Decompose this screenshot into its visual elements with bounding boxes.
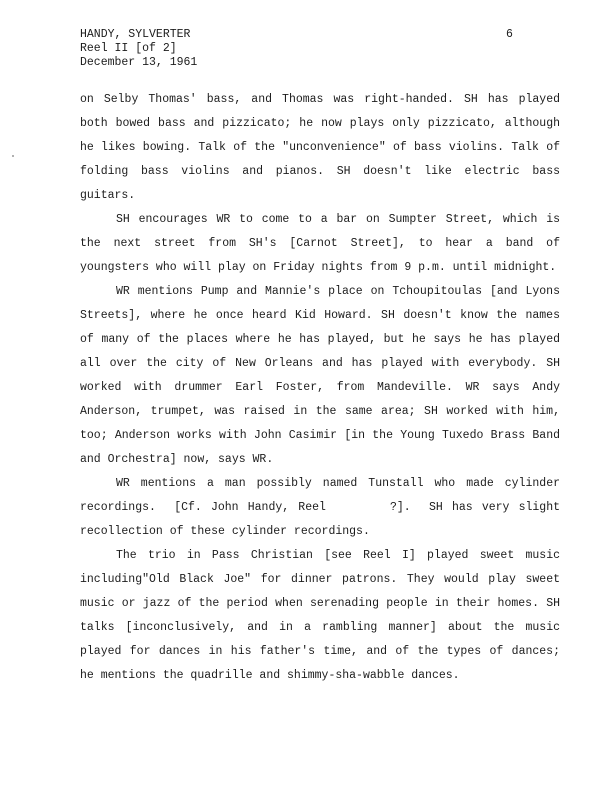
transcript-body: [80, 88, 567, 688]
page-number: 6: [506, 28, 513, 41]
paragraph-1: on Selby Thomas' bass, and Thomas was right-handed. SH has played both bowed bass and pizzicato; he now plays only pizzicato, although he likes bowing. Talk of the "unconvenience" of bass violins. Talk of folding bass violins and pianos. SH doesn't like electric bass guitars.: [80, 93, 560, 202]
paragraph-5: The trio in Pass Christian [see Reel I] played sweet music including"Old Black Joe" for dinner patrons. They would play sweet music or jazz of the period when serenading people in their homes. SH talks [inconclusively, and in a rambling manner] about the music played for dances in his father's time, and of the types of dances; he mentions the quadrille and shimmy-sha-wabble dances.: [80, 549, 560, 682]
paragraph-4: WR mentions a man possibly named Tunstall who made cylinder recordings. [Cf. John Handy, Reel ?]. SH has very slight recollection of these cylinder recordings.: [80, 477, 567, 538]
paragraph-3: WR mentions Pump and Mannie's place on Tchoupitoulas [and Lyons Streets], where he once heard Kid Howard. SH doesn't know the names of many of the places where he has played, but he says he has played all over the city of New Orleans and has played with everybody. SH worked with drummer Earl Foster, from Mandeville. WR says Andy Anderson, trumpet, was raised in the same area; SH worked with him, too; Anderson works with John Casimir [in the Young Tuxedo Brass Band and Orchestra] now, says WR.: [80, 285, 560, 466]
scan-speck: [12, 155, 14, 157]
header-name: HANDY, SYLVERTER: [80, 28, 191, 41]
page-header: [80, 28, 197, 70]
header-reel: Reel II [of 2]: [80, 42, 177, 55]
paragraph-2: SH encourages WR to come to a bar on Sumpter Street, which is the next street from SH's [Carnot Street], to hear a band of youngsters who will play on Friday nights from 9 p.m. until midnight.: [80, 213, 560, 274]
header-date: December 13, 1961: [80, 56, 198, 69]
